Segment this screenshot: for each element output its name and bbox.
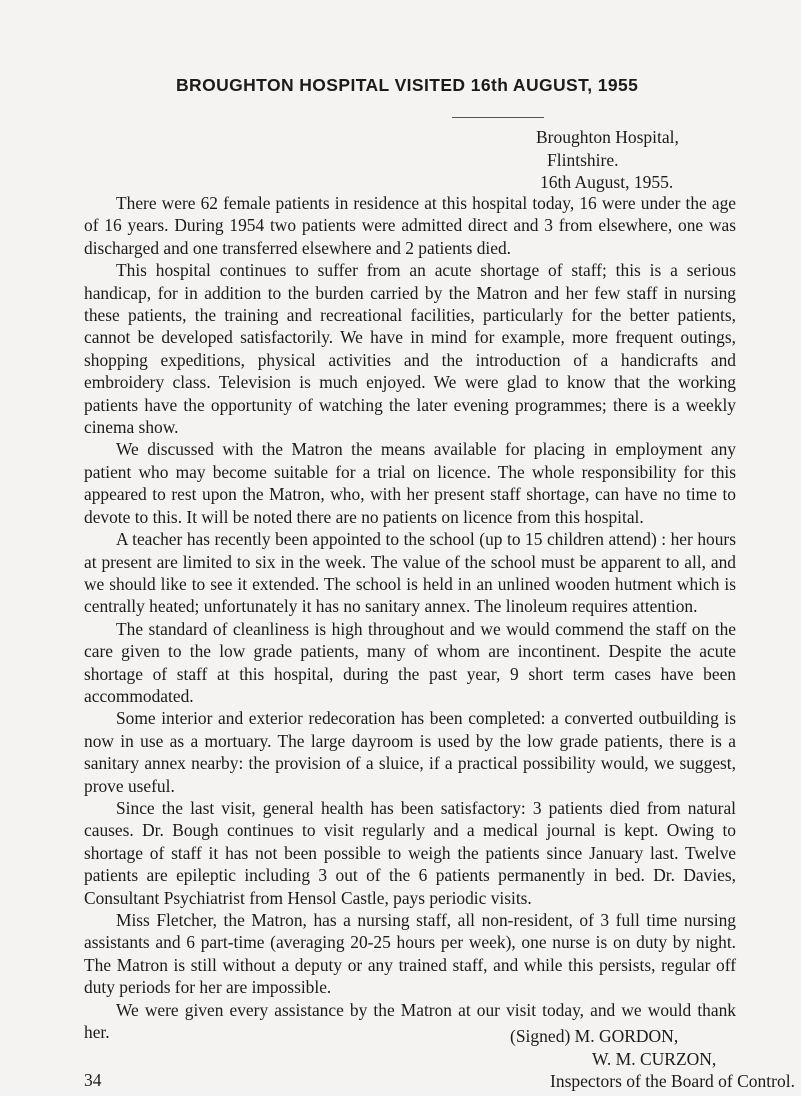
paragraph-patients: There were 62 female patients in residence at this hospital today, 16 were under the age of 16 years. During 1954 two patients were admitted direct and 3 from elsewhere, one was discharged and one transferred elsewhere and 2 patients died. [84, 193, 736, 258]
signature-line-title: Inspectors of the Board of Control. [550, 1071, 795, 1091]
divider [452, 117, 544, 118]
signature-block [510, 1025, 795, 1093]
paragraph-health: Since the last visit, general health has been satisfactory: 3 patients died from natural causes. Dr. Bough continues to visit regularly and a medical journal is kept. Owing to shortage of staff it has not been possible to weigh the patients since January last. Twelve patients are epileptic including 3 out of the 6 patients permanently in bed. Dr. Davies, Consultant Psychiatrist from Hensol Castle, pays periodic visits. [84, 797, 736, 908]
paragraph-nursing-staff: Miss Fletcher, the Matron, has a nursing staff, all non-resident, of 3 full time nursing assistants and 6 part-time (averaging 20-25 hours per week), one nurse is on duty by night. The Matron is still without a deputy or any trained staff, and while this persists, regular off duty periods for her are impossible. [84, 910, 736, 998]
signature-line-gordon: (Signed) M. GORDON, [510, 1026, 679, 1046]
address-block [536, 126, 679, 194]
address-line-hospital: Broughton Hospital, [536, 127, 679, 147]
address-line-date: 16th August, 1955. [540, 172, 674, 192]
page-number: 34 [84, 1070, 102, 1090]
signature-line-curzon: W. M. CURZON, [592, 1048, 717, 1069]
paragraph-thanks: We were given every assistance by the Matron at our visit today, and we would thank her. [84, 999, 736, 1043]
paragraph-employment: We discussed with the Matron the means available for placing in employment any patient who may become suitable for a trial on licence. The whole responsibility for this appeared to rest upon the Matron, who, with her present staff shortage, can have no time to devote to this. It will be noted there are no patients on licence from this hospital. [84, 439, 736, 527]
address-line-county: Flintshire. [547, 149, 619, 170]
page-title: BROUGHTON HOSPITAL VISITED 16th AUGUST, 1955 [176, 75, 639, 95]
paragraph-staff-shortage: This hospital continues to suffer from an acute shortage of staff; this is a serious handicap, for in addition to the burden carried by the Matron and her few staff in nursing these patients, the training and recreational facilities, particularly for the better patients, cannot be developed satisfactorily. We have in mind for example, more frequent outings, shopping expeditions, physical activities and the introduction of a handicrafts and embroidery class. Television is much enjoyed. We were glad to know that the working patients have the opportunity of watching the later evening programmes; there is a weekly cinema show. [84, 260, 736, 438]
paragraph-cleanliness: The standard of cleanliness is high throughout and we would commend the staff on the care given to the low grade patients, many of whom are incontinent. Despite the acute shortage of staff at this hospital, during the past year, 9 short term cases have been accommodated. [84, 618, 736, 706]
paragraph-school: A teacher has recently been appointed to the school (up to 15 children attend) : her hours at present are limited to six in the week. The value of the school must be apparent to all, and we should like to see it extended. The school is held in an unlined wooden hutment which is centrally heated; unfortunately it has no sanitary annex. The linoleum requires attention. [84, 529, 736, 617]
report-body [84, 192, 736, 1043]
paragraph-redecoration: Some interior and exterior redecoration has been completed: a converted outbuilding is now in use as a mortuary. The large dayroom is used by the low grade patients, there is a sanitary annex nearby: the provision of a sluice, if a practical possibility would, we suggest, prove useful. [84, 708, 736, 796]
